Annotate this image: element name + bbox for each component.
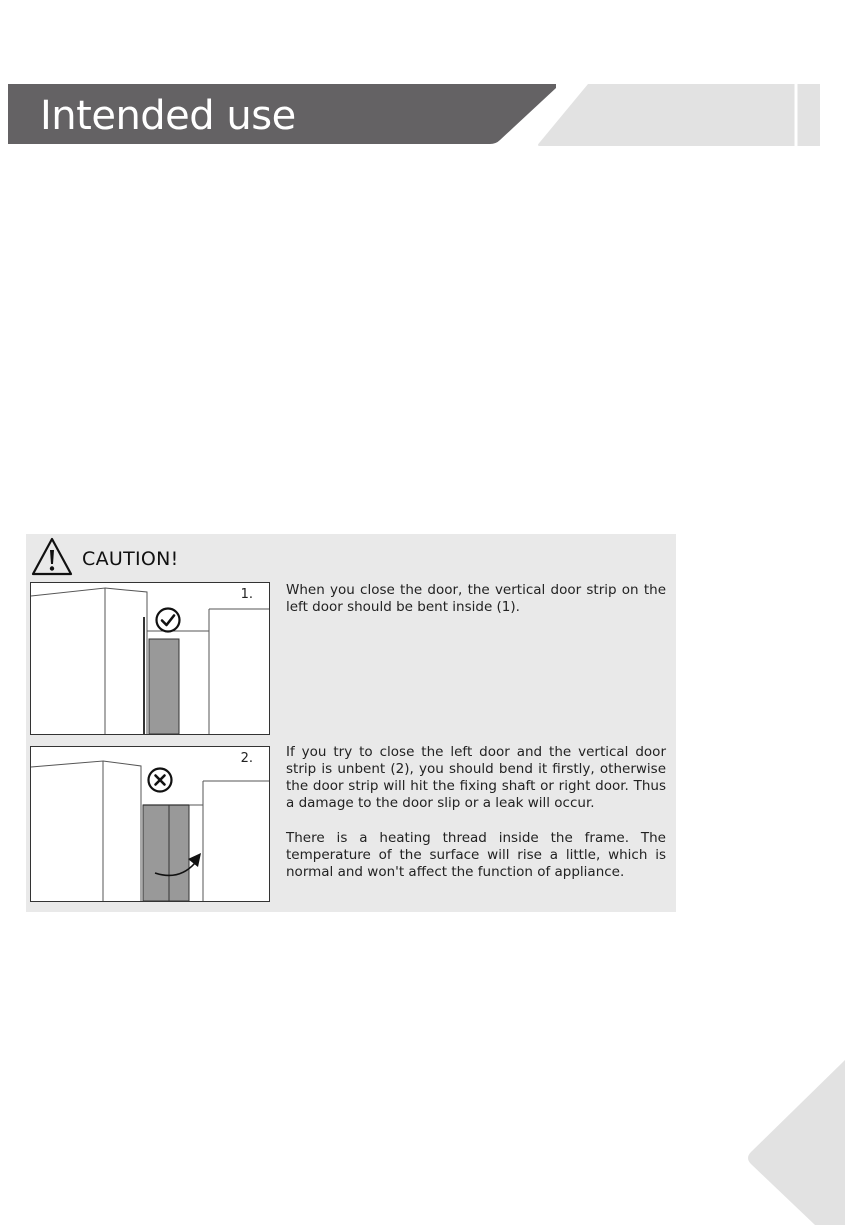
caution-paragraph-unbent: If you try to close the left door and the vertical door strip is unbent (2), you should bend it firstly, otherwise the door strip will hit the fixing shaft or right door. Thus a damage to the door slip or a leak will occur.	[286, 744, 666, 811]
figure-number: 1.	[240, 587, 253, 602]
caution-header	[30, 538, 179, 580]
caution-paragraph-heating: There is a heating thread inside the frame. The temperature of the surface will rise a little, which is normal and won't affect the function of appliance.	[286, 830, 666, 880]
warning-triangle-icon	[30, 536, 74, 583]
corner-tab-decoration	[745, 1060, 845, 1230]
header-tab-decoration	[536, 84, 820, 151]
caution-panel	[26, 534, 676, 912]
door-strip-bent-illustration	[31, 583, 269, 734]
figure-door-strip-unbent	[30, 746, 270, 902]
figure-number: 2.	[240, 751, 253, 766]
figure-door-strip-bent	[30, 582, 270, 735]
caution-title: CAUTION!	[82, 548, 179, 570]
check-circle-icon	[155, 607, 181, 638]
page-title: Intended use	[40, 93, 296, 139]
caution-paragraph-bent: When you close the door, the vertical door strip on the left door should be bent inside (1).	[286, 582, 666, 615]
cross-circle-icon	[147, 767, 173, 798]
